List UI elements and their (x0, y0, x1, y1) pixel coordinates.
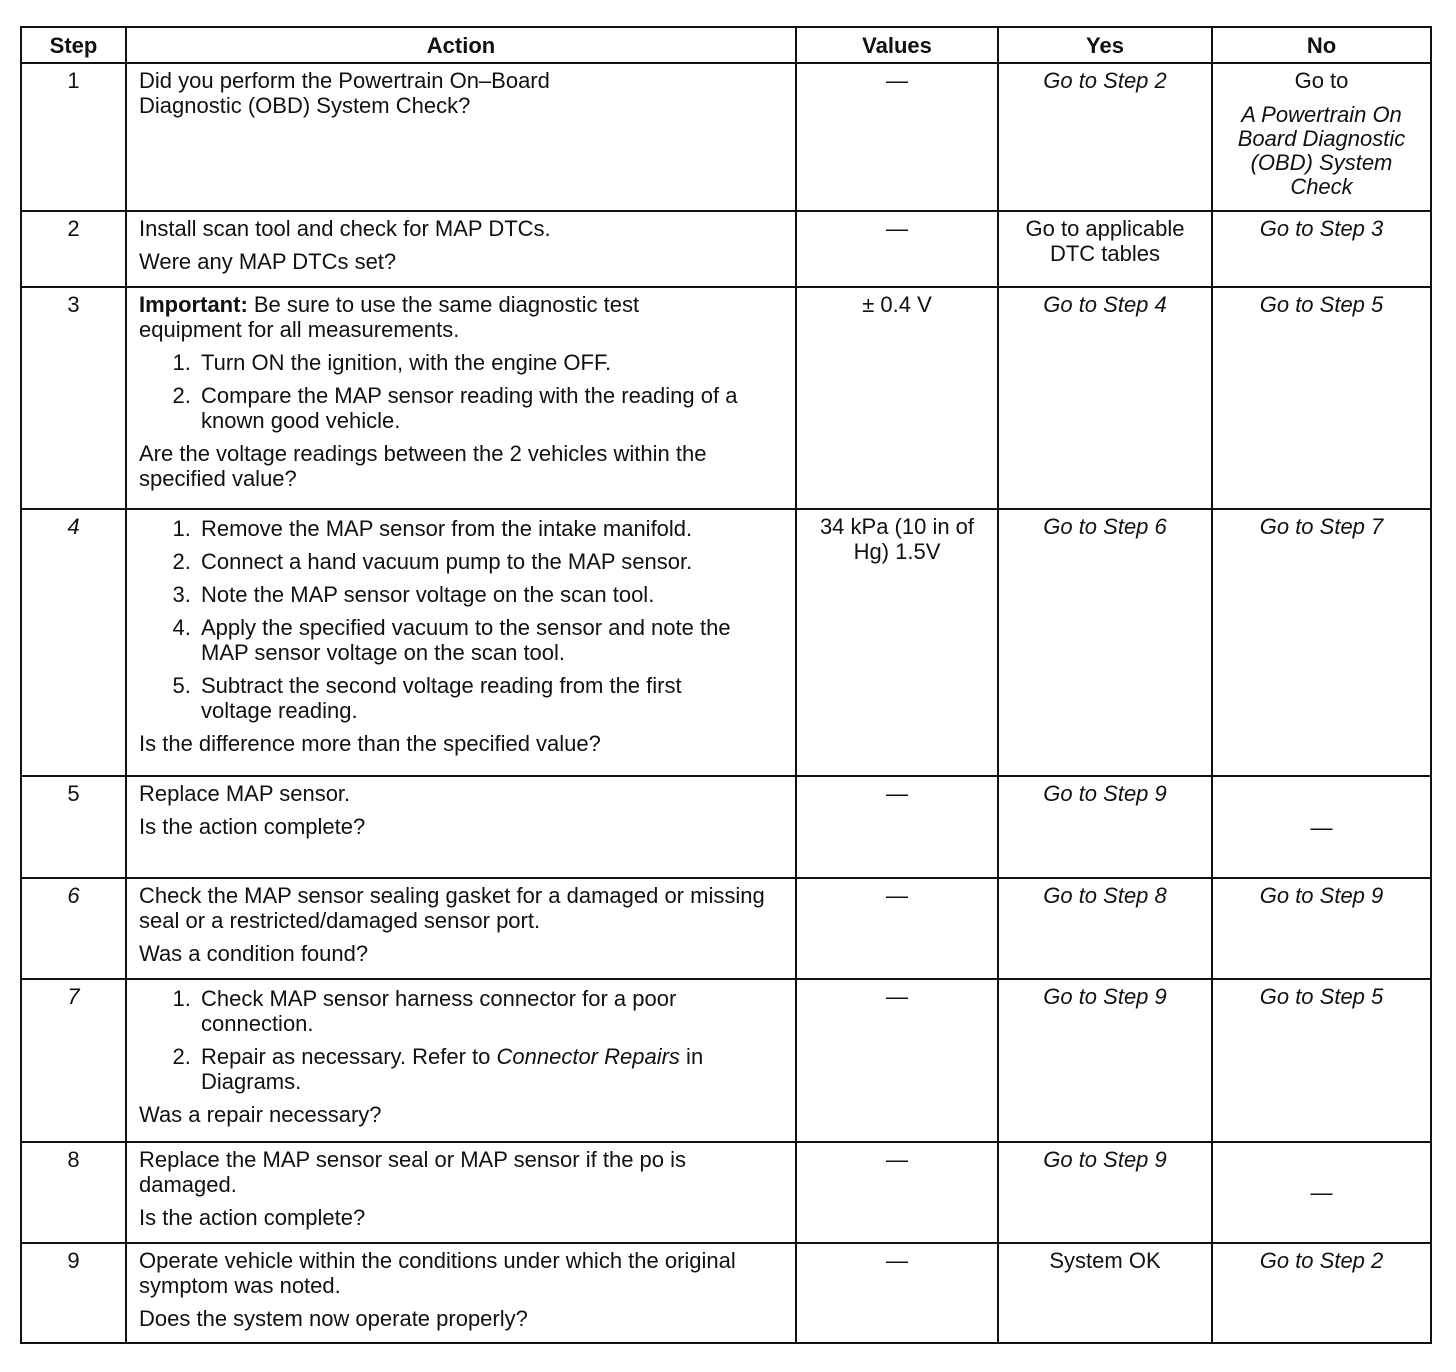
action-cell (126, 878, 796, 979)
table-row (21, 509, 1431, 776)
table-row (21, 211, 1431, 287)
header-no: No (1212, 27, 1431, 63)
action-question: Are the voltage readings between the 2 vehicles within the specified value? (139, 441, 707, 491)
action-cell (126, 1243, 796, 1343)
no-cell: — (1212, 776, 1431, 878)
reference-link: Connector Repairs (496, 1044, 680, 1069)
no-goto-label: Go to (1294, 68, 1349, 93)
yes-cell: Go to Step 6 (998, 509, 1212, 776)
action-text: Replace MAP sensor. (139, 781, 351, 806)
step-number: 9 (21, 1243, 126, 1343)
list-text: in Diagrams. (201, 1044, 704, 1094)
action-question: Were any MAP DTCs set? (139, 249, 397, 274)
action-cell (126, 776, 796, 878)
list-item: 2. Connect a hand vacuum pump to the MAP sensor. (197, 549, 783, 574)
values-cell: ± 0.4 V (796, 287, 998, 509)
action-question: Is the action complete? (139, 1205, 366, 1230)
action-cell (126, 63, 796, 211)
list-item: 1. Check MAP sensor harness connector for a poor connection. (197, 986, 783, 1036)
important-label: Important: (139, 292, 248, 317)
action-question: Is the action complete? (139, 814, 366, 839)
action-question: Was a repair necessary? (139, 1102, 382, 1127)
yes-cell: Go to Step 9 (998, 979, 1212, 1142)
yes-cell: Go to Step 4 (998, 287, 1212, 509)
action-text: Did you perform the Powertrain On–Board Diagnostic (OBD) System Check? (139, 68, 550, 118)
values-cell: 34 kPa (10 in of Hg) 1.5V (796, 509, 998, 776)
action-cell (126, 211, 796, 287)
important-text: Be sure to use the same diagnostic test equipment for all measurements. (139, 292, 640, 342)
action-question: Does the system now operate properly? (139, 1306, 528, 1331)
step-number: 1 (21, 63, 126, 211)
important-note (139, 292, 729, 342)
action-cell (126, 1142, 796, 1243)
no-cell: Go to Step 7 (1212, 509, 1431, 776)
action-text: Operate vehicle within the conditions under which the original symptom was noted. (139, 1248, 736, 1298)
step-number: 2 (21, 211, 126, 287)
table-row (21, 1243, 1431, 1343)
no-cell: Go to Step 5 (1212, 979, 1431, 1142)
yes-cell: Go to Step 9 (998, 776, 1212, 878)
list-text: Repair as necessary. Refer to (201, 1044, 497, 1069)
values-cell: — (796, 63, 998, 211)
step-number: 6 (21, 878, 126, 979)
no-cell: Go to Step 9 (1212, 878, 1431, 979)
action-steps (139, 516, 783, 723)
diagnostic-table (20, 26, 1432, 1344)
header-yes: Yes (998, 27, 1212, 63)
yes-cell: Go to applicable DTC tables (998, 211, 1212, 287)
table-row (21, 979, 1431, 1142)
action-question: Was a condition found? (139, 941, 369, 966)
step-number: 4 (21, 509, 126, 776)
no-reference: A Powertrain On Board Diagnostic (OBD) System Check (1237, 102, 1406, 199)
action-cell (126, 287, 796, 509)
values-cell: — (796, 211, 998, 287)
action-text: Replace the MAP sensor seal or MAP sensor if the po is damaged. (139, 1147, 687, 1197)
header-action: Action (126, 27, 796, 63)
values-cell: — (796, 776, 998, 878)
action-text: Install scan tool and check for MAP DTCs. (139, 216, 551, 241)
step-number: 5 (21, 776, 126, 878)
yes-cell: Go to Step 8 (998, 878, 1212, 979)
no-cell: Go to Step 2 (1212, 1243, 1431, 1343)
list-item: 4. Apply the specified vacuum to the sensor and note the MAP sensor voltage on the scan tool. (197, 615, 783, 665)
table-row (21, 287, 1431, 509)
no-cell: Go to Step 3 (1212, 211, 1431, 287)
yes-cell: Go to Step 2 (998, 63, 1212, 211)
action-cell (126, 979, 796, 1142)
table-row (21, 63, 1431, 211)
table-row (21, 1142, 1431, 1243)
list-item: 5. Subtract the second voltage reading from the first voltage reading. (197, 673, 701, 723)
action-text: Check the MAP sensor sealing gasket for a damaged or missing seal or a restricted/damaged sensor port. (139, 883, 765, 933)
list-item: 1. Remove the MAP sensor from the intake manifold. (197, 516, 783, 541)
step-number: 8 (21, 1142, 126, 1243)
no-cell (1212, 63, 1431, 211)
action-question: Is the difference more than the specified value? (139, 731, 601, 756)
yes-cell: Go to Step 9 (998, 1142, 1212, 1243)
list-item: 2. Compare the MAP sensor reading with the reading of a known good vehicle. (197, 383, 783, 433)
yes-cell: System OK (998, 1243, 1212, 1343)
list-item (197, 1044, 783, 1094)
table-row (21, 776, 1431, 878)
table-row (21, 878, 1431, 979)
list-item: 1. Turn ON the ignition, with the engine OFF. (197, 350, 783, 375)
list-item: 3. Note the MAP sensor voltage on the scan tool. (197, 582, 783, 607)
header-values: Values (796, 27, 998, 63)
values-cell: — (796, 1243, 998, 1343)
step-number: 7 (21, 979, 126, 1142)
values-cell: — (796, 979, 998, 1142)
step-number: 3 (21, 287, 126, 509)
no-cell: — (1212, 1142, 1431, 1243)
header-step: Step (21, 27, 126, 63)
action-steps (139, 986, 783, 1094)
values-cell: — (796, 1142, 998, 1243)
action-steps (139, 350, 783, 433)
values-cell: — (796, 878, 998, 979)
header-row (21, 27, 1431, 63)
action-cell (126, 509, 796, 776)
no-cell: Go to Step 5 (1212, 287, 1431, 509)
